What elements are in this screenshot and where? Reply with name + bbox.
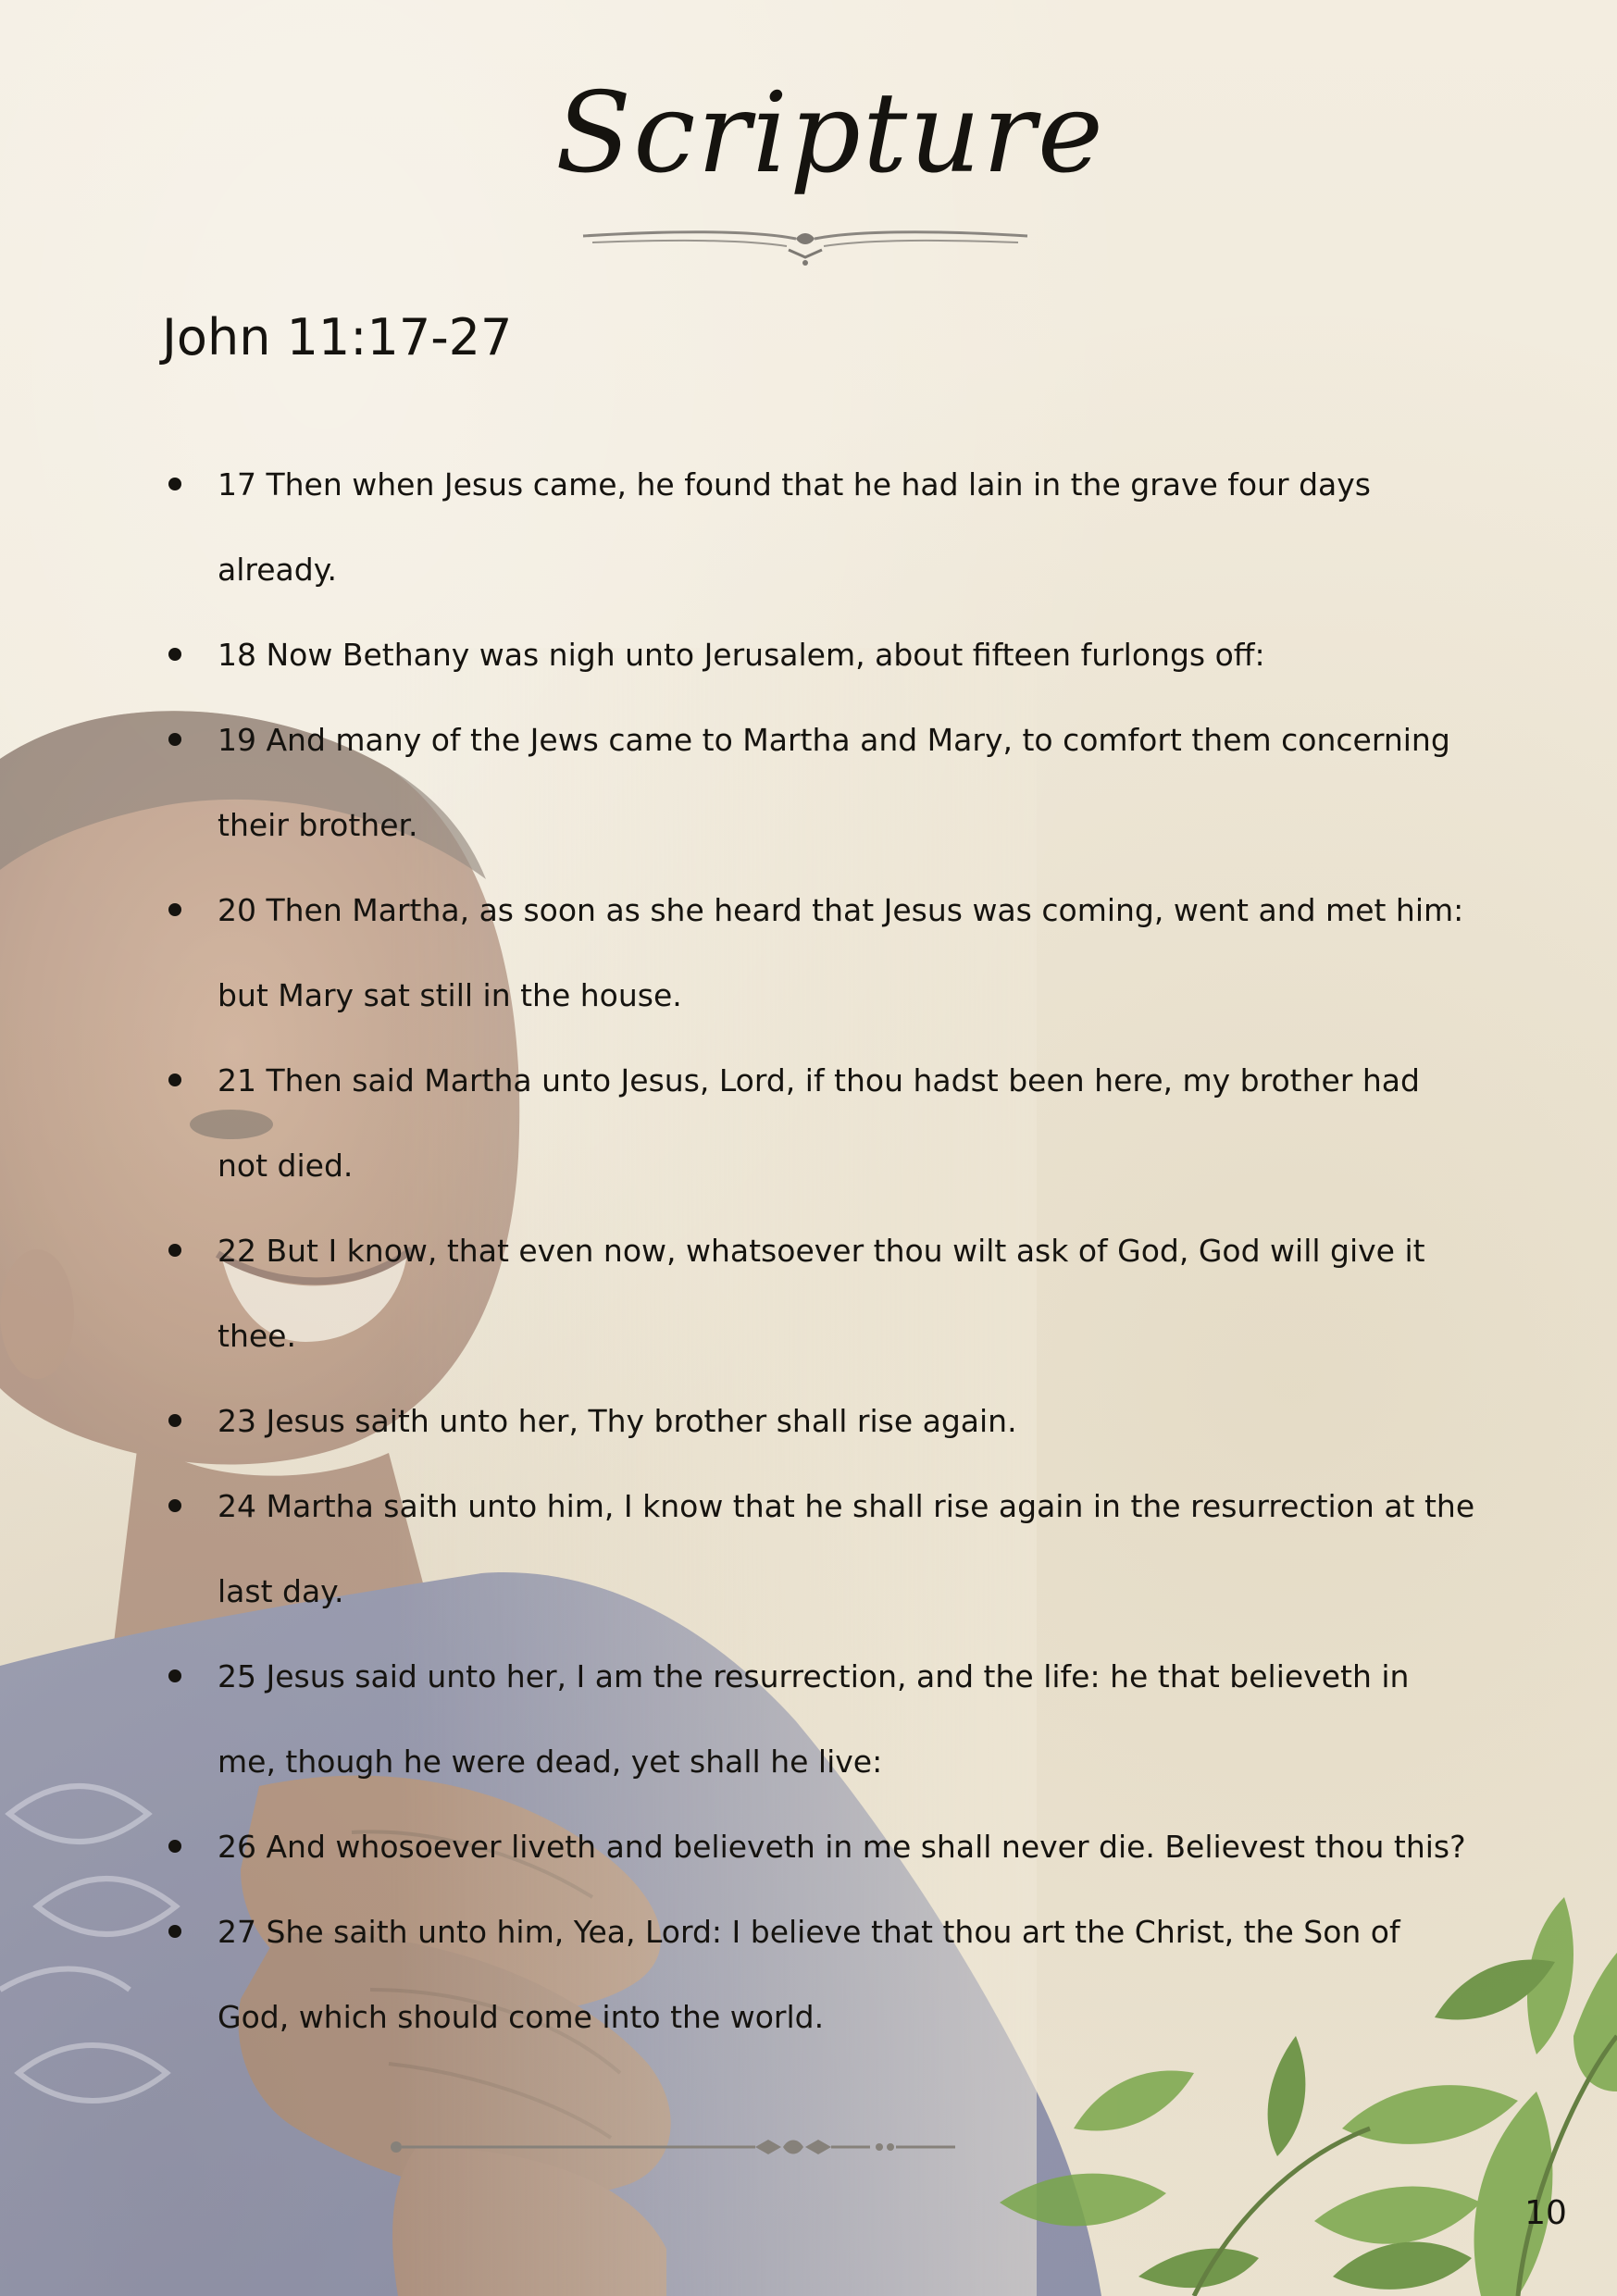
bullet-icon	[168, 733, 181, 746]
verse-text: 21 Then said Martha unto Jesus, Lord, if thou hadst been here, my brother had not died.	[218, 1062, 1420, 1184]
bullet-icon	[168, 1669, 181, 1682]
verse-text: 26 And whosoever liveth and believeth in me shall never die. Believest thou this?	[218, 1829, 1466, 1865]
verse-text: 27 She saith unto him, Yea, Lord: I believe that thou art the Christ, the Son of God, which should come into the world.	[218, 1914, 1400, 2035]
bullet-icon	[168, 648, 181, 661]
bullet-icon	[168, 1074, 181, 1086]
list-item	[162, 1464, 1476, 1634]
list-item	[162, 1379, 1476, 1464]
title-block	[555, 65, 1105, 250]
verse-text: 17 Then when Jesus came, he found that he had lain in the grave four days already.	[218, 466, 1371, 588]
bullet-icon	[168, 1925, 181, 1938]
footer-flourish-ornament	[389, 2128, 963, 2166]
list-item	[162, 1209, 1476, 1379]
page-title: Scripture	[555, 69, 1105, 198]
bullet-icon	[168, 1244, 181, 1257]
verse-text: 24 Martha saith unto him, I know that he shall rise again in the resurrection at the last day.	[218, 1488, 1475, 1609]
list-item	[162, 698, 1476, 868]
verse-text: 22 But I know, that even now, whatsoever thou wilt ask of God, God will give it thee.	[218, 1233, 1425, 1354]
bullet-icon	[168, 1840, 181, 1853]
bullet-icon	[168, 478, 181, 490]
list-item	[162, 613, 1476, 698]
verse-list	[162, 442, 1476, 2060]
verse-text: 20 Then Martha, as soon as she heard that Jesus was coming, went and met him: but Mary sat still in the house.	[218, 892, 1464, 1013]
list-item	[162, 442, 1476, 613]
page-number: 10	[1524, 2194, 1567, 2232]
bullet-icon	[168, 1414, 181, 1427]
list-item	[162, 1038, 1476, 1209]
verse-text: 18 Now Bethany was nigh unto Jerusalem, about fifteen furlongs off:	[218, 637, 1265, 673]
verse-text: 25 Jesus said unto her, I am the resurrection, and the life: he that believeth in me, though he were dead, yet shall he live:	[218, 1658, 1410, 1780]
list-item	[162, 1634, 1476, 1805]
title-flourish-ornament	[574, 204, 1037, 268]
list-item	[162, 1890, 1476, 2060]
list-item	[162, 1805, 1476, 1890]
bullet-icon	[168, 1499, 181, 1512]
scripture-reference-heading: John 11:17-27	[162, 308, 513, 366]
bullet-icon	[168, 903, 181, 916]
list-item	[162, 868, 1476, 1038]
verse-text: 19 And many of the Jews came to Martha and Mary, to comfort them concerning their brother.	[218, 722, 1450, 843]
verse-text: 23 Jesus saith unto her, Thy brother shall rise again.	[218, 1403, 1017, 1439]
